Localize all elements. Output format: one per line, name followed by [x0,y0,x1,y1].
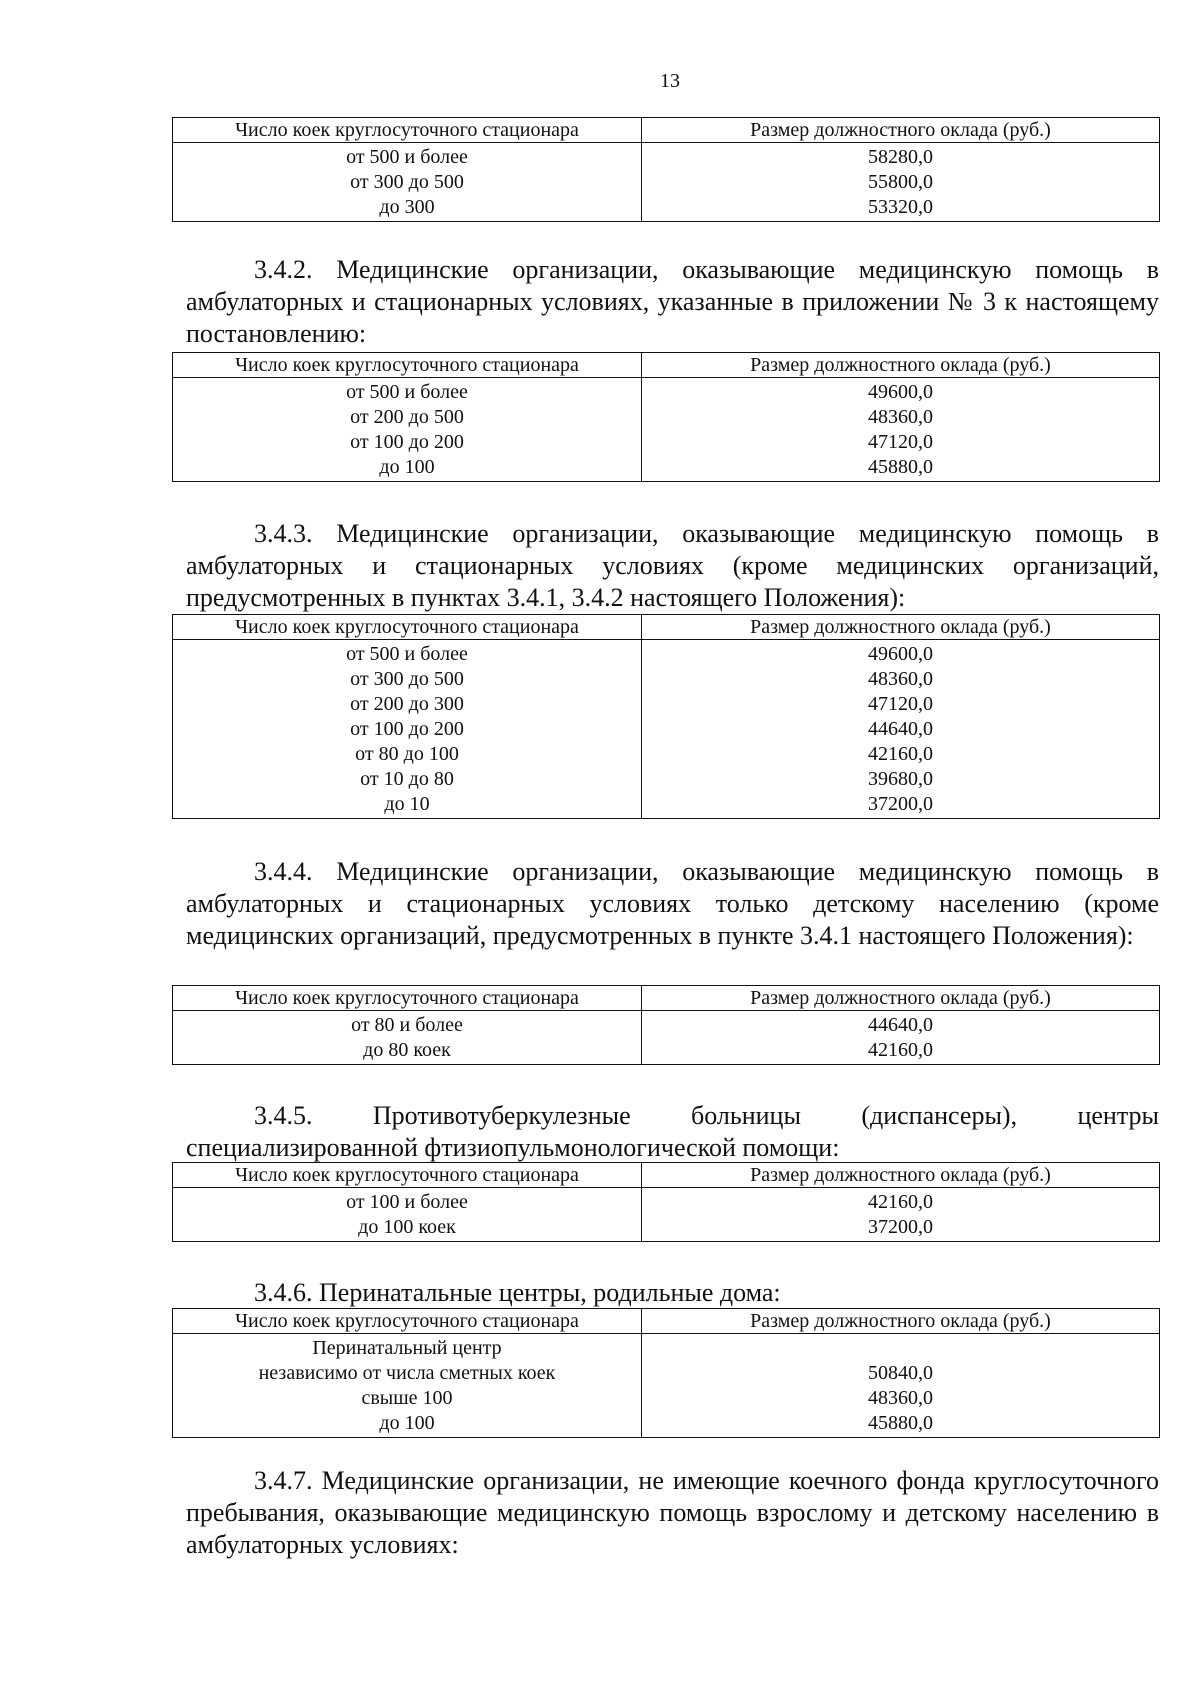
table-body [173,640,1159,818]
table-cell-salary: 47120,0 [868,693,933,715]
table-body [173,1188,1159,1241]
beds-column [173,1011,642,1064]
table-body [173,1334,1159,1437]
table-cell-beds: до 100 [379,1412,435,1434]
table-body [173,378,1159,481]
beds-column [173,1188,642,1241]
table-cell-salary: 55800,0 [868,171,933,193]
column-header-salary: Размер должностного оклада (руб.) [750,616,1051,638]
table-cell-salary: 50840,0 [868,1362,933,1384]
salary-table-3-4-6 [172,1308,1160,1438]
salary-column [642,378,1159,481]
table-cell-salary: 48360,0 [868,406,933,428]
table-cell-beds: от 200 до 300 [350,693,464,715]
column-header-beds: Число коек круглосуточного стационара [173,615,642,639]
table-body [173,1011,1159,1064]
table-cell-beds: до 10 [384,793,430,815]
table-header [173,1309,1159,1334]
table-cell-beds: от 500 и более [346,643,468,665]
table-cell-beds: от 200 до 500 [350,406,464,428]
table-cell-beds: от 100 до 200 [350,431,464,453]
table-cell-salary: 37200,0 [868,1216,933,1238]
table-cell-beds: независимо от числа сметных коек [258,1362,556,1384]
table-cell-beds: от 300 до 500 [350,668,464,690]
table-cell-beds: свыше 100 [361,1387,453,1409]
table-cell-salary: 49600,0 [868,381,933,403]
table-cell-salary: 48360,0 [868,1387,933,1409]
paragraph-3-4-5: 3.4.5. Противотуберкулезные больницы (диспансеры), центры специализированной фтизиопульмонологической помощи: [186,1101,1159,1162]
salary-table-3-4-2 [172,352,1160,482]
beds-column [173,378,642,481]
table-body [173,143,1159,221]
table-cell-salary: 58280,0 [868,146,933,168]
column-header-beds: Число коек круглосуточного стационара [173,353,642,377]
table-header [173,986,1159,1011]
column-header-salary: Размер должностного оклада (руб.) [750,1164,1051,1186]
table-cell-salary: 53320,0 [868,196,933,218]
table-cell-beds: от 100 и более [346,1191,468,1213]
column-header-beds: Число коек круглосуточного стационара [173,1309,642,1333]
paragraph-3-4-4: 3.4.4. Медицинские организации, оказывающие медицинскую помощь в амбулаторных и стационарных условиях только детскому населению (кроме медицинских организаций, предусмотренных в пункте 3.4.1 настоящего Положения): [186,857,1159,950]
table-cell-salary: 42160,0 [868,743,933,765]
table-cell-salary: 47120,0 [868,431,933,453]
salary-table-3-4-1 [172,117,1160,222]
salary-table-3-4-4 [172,985,1160,1065]
table-header [173,615,1159,640]
salary-column [642,1334,1159,1437]
table-cell-beds: от 500 и более [346,381,468,403]
table-cell-salary: 39680,0 [868,768,933,790]
column-header-beds: Число коек круглосуточного стационара [173,1163,642,1187]
table-header [173,118,1159,143]
table-cell-salary: 42160,0 [868,1191,933,1213]
paragraph-3-4-6: 3.4.6. Перинатальные центры, родильные дома: [254,1278,781,1307]
column-header-salary: Размер должностного оклада (руб.) [750,354,1051,376]
table-cell-beds: до 100 [379,456,435,478]
table-cell-salary: 42160,0 [868,1039,933,1061]
table-cell-beds: до 80 коек [363,1039,451,1061]
salary-column [642,1011,1159,1064]
table-cell-salary: 49600,0 [868,643,933,665]
table-cell-beds: Перинатальный центр [312,1337,502,1359]
salary-column [642,1188,1159,1241]
table-cell-beds: до 100 коек [358,1216,456,1238]
table-cell-salary: 45880,0 [868,456,933,478]
beds-column [173,1334,642,1437]
page-number: 13 [660,70,680,92]
table-cell-beds: от 500 и более [346,146,468,168]
table-cell-salary: 48360,0 [868,668,933,690]
column-header-beds: Число коек круглосуточного стационара [173,118,642,142]
paragraph-3-4-7: 3.4.7. Медицинские организации, не имеющие коечного фонда круглосуточного пребывания, оказывающие медицинскую помощь взрослому и детскому населению в амбулаторных условиях: [186,1466,1159,1559]
column-header-salary: Размер должностного оклада (руб.) [750,1310,1051,1332]
beds-column [173,640,642,818]
beds-column [173,143,642,221]
table-cell-salary: 45880,0 [868,1412,933,1434]
table-cell-beds: до 300 [379,196,435,218]
column-header-salary: Размер должностного оклада (руб.) [750,987,1051,1009]
table-cell-salary: 44640,0 [868,1014,933,1036]
table-cell-beds: от 10 до 80 [360,768,454,790]
table-cell-beds: от 80 и более [351,1014,463,1036]
salary-column [642,640,1159,818]
salary-table-3-4-3 [172,614,1160,819]
table-header [173,1163,1159,1188]
table-cell-beds: от 300 до 500 [350,171,464,193]
table-cell-salary [868,1336,1159,1361]
table-cell-salary: 44640,0 [868,718,933,740]
paragraph-3-4-3: 3.4.3. Медицинские организации, оказывающие медицинскую помощь в амбулаторных и стационарных условиях (кроме медицинских организаций, предусмотренных в пунктах 3.4.1, 3.4.2 настоящего Положения): [186,519,1159,612]
paragraph-3-4-2: 3.4.2. Медицинские организации, оказывающие медицинскую помощь в амбулаторных и стационарных условиях, указанные в приложении № 3 к настоящему постановлению: [186,255,1159,348]
column-header-beds: Число коек круглосуточного стационара [173,986,642,1010]
table-header [173,353,1159,378]
table-cell-beds: от 80 до 100 [355,743,459,765]
column-header-salary: Размер должностного оклада (руб.) [750,119,1051,141]
salary-table-3-4-5 [172,1162,1160,1242]
table-cell-salary: 37200,0 [868,793,933,815]
salary-column [642,143,1159,221]
table-cell-beds: от 100 до 200 [350,718,464,740]
